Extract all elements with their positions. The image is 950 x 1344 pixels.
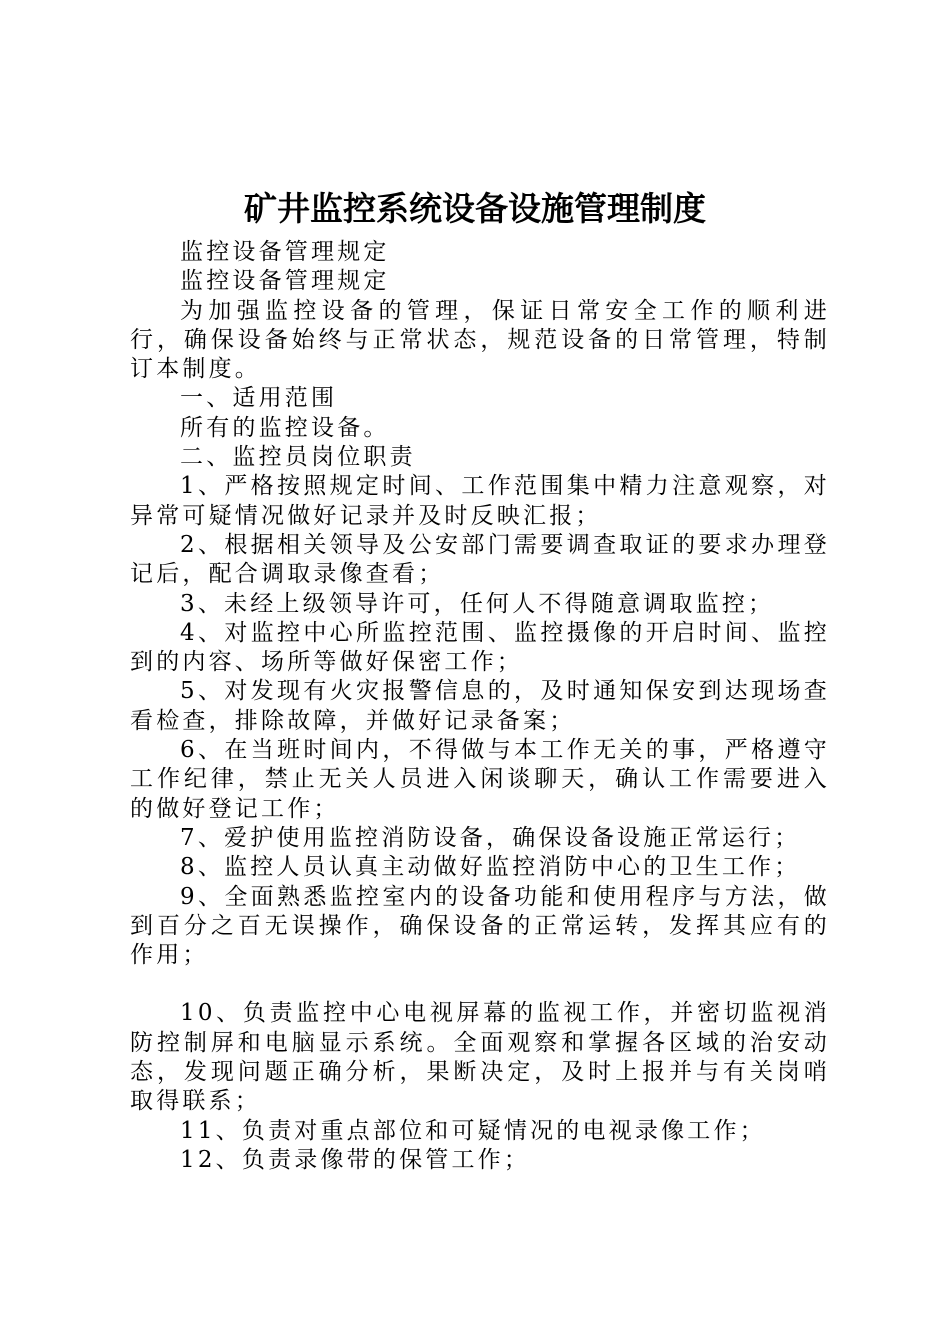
paragraph-scope: 所有的监控设备。: [180, 414, 390, 441]
duty-item-9: 9、全面熟悉监控室内的设备功能和使用程序与方法，做到百分之百无误操作，确保设备的正常运转，发挥其应有的作用；: [130, 883, 830, 969]
duty-item-10: 10、负责监控中心电视屏幕的监视工作，并密切监视消防控制屏和电脑显示系统。全面观察和掌握各区域的治安动态，发现问题正确分析，果断决定，及时上报并与有关岗哨取得联系；: [130, 1000, 830, 1115]
document-body: [130, 238, 830, 1175]
duty-item-7: 7、爱护使用监控消防设备，确保设备设施正常运行；: [180, 824, 801, 851]
section-heading-scope: 一、适用范围: [180, 385, 338, 412]
duty-item-11: 11、负责对重点部位和可疑情况的电视录像工作；: [180, 1117, 766, 1144]
paragraph-subtitle-2: 监控设备管理规定: [180, 268, 390, 295]
paragraph-subtitle-1: 监控设备管理规定: [180, 239, 390, 265]
section-heading-duties: 二、监控员岗位职责: [180, 444, 416, 471]
duty-item-1: 1、严格按照规定时间、工作范围集中精力注意观察，对异常可疑情况做好记录并及时反映汇报；: [130, 473, 830, 529]
duty-item-6: 6、在当班时间内，不得做与本工作无关的事，严格遵守工作纪律，禁止无关人员进入闲谈聊天，确认工作需要进入的做好登记工作；: [130, 737, 830, 822]
document-title: 矿井监控系统设备设施管理制度: [244, 189, 706, 228]
duty-item-3: 3、未经上级领导许可，任何人不得随意调取监控；: [180, 590, 775, 617]
duty-item-8: 8、监控人员认真主动做好监控消防中心的卫生工作；: [180, 854, 801, 881]
duty-item-4: 4、对监控中心所监控范围、监控摄像的开启时间、监控到的内容、场所等做好保密工作；: [130, 619, 830, 676]
duty-item-12: 12、负责录像带的保管工作；: [180, 1146, 531, 1173]
paragraph-intro: 为加强监控设备的管理，保证日常安全工作的顺利进行，确保设备始终与正常状态，规范设备的日常管理，特制订本制度。: [130, 297, 830, 383]
duty-item-5: 5、对发现有火灾报警信息的，及时通知保安到达现场查看检查，排除故障，并做好记录备案；: [130, 678, 830, 734]
duty-item-2: 2、根据相关领导及公安部门需要调查取证的要求办理登记后，配合调取录像查看；: [130, 531, 830, 588]
